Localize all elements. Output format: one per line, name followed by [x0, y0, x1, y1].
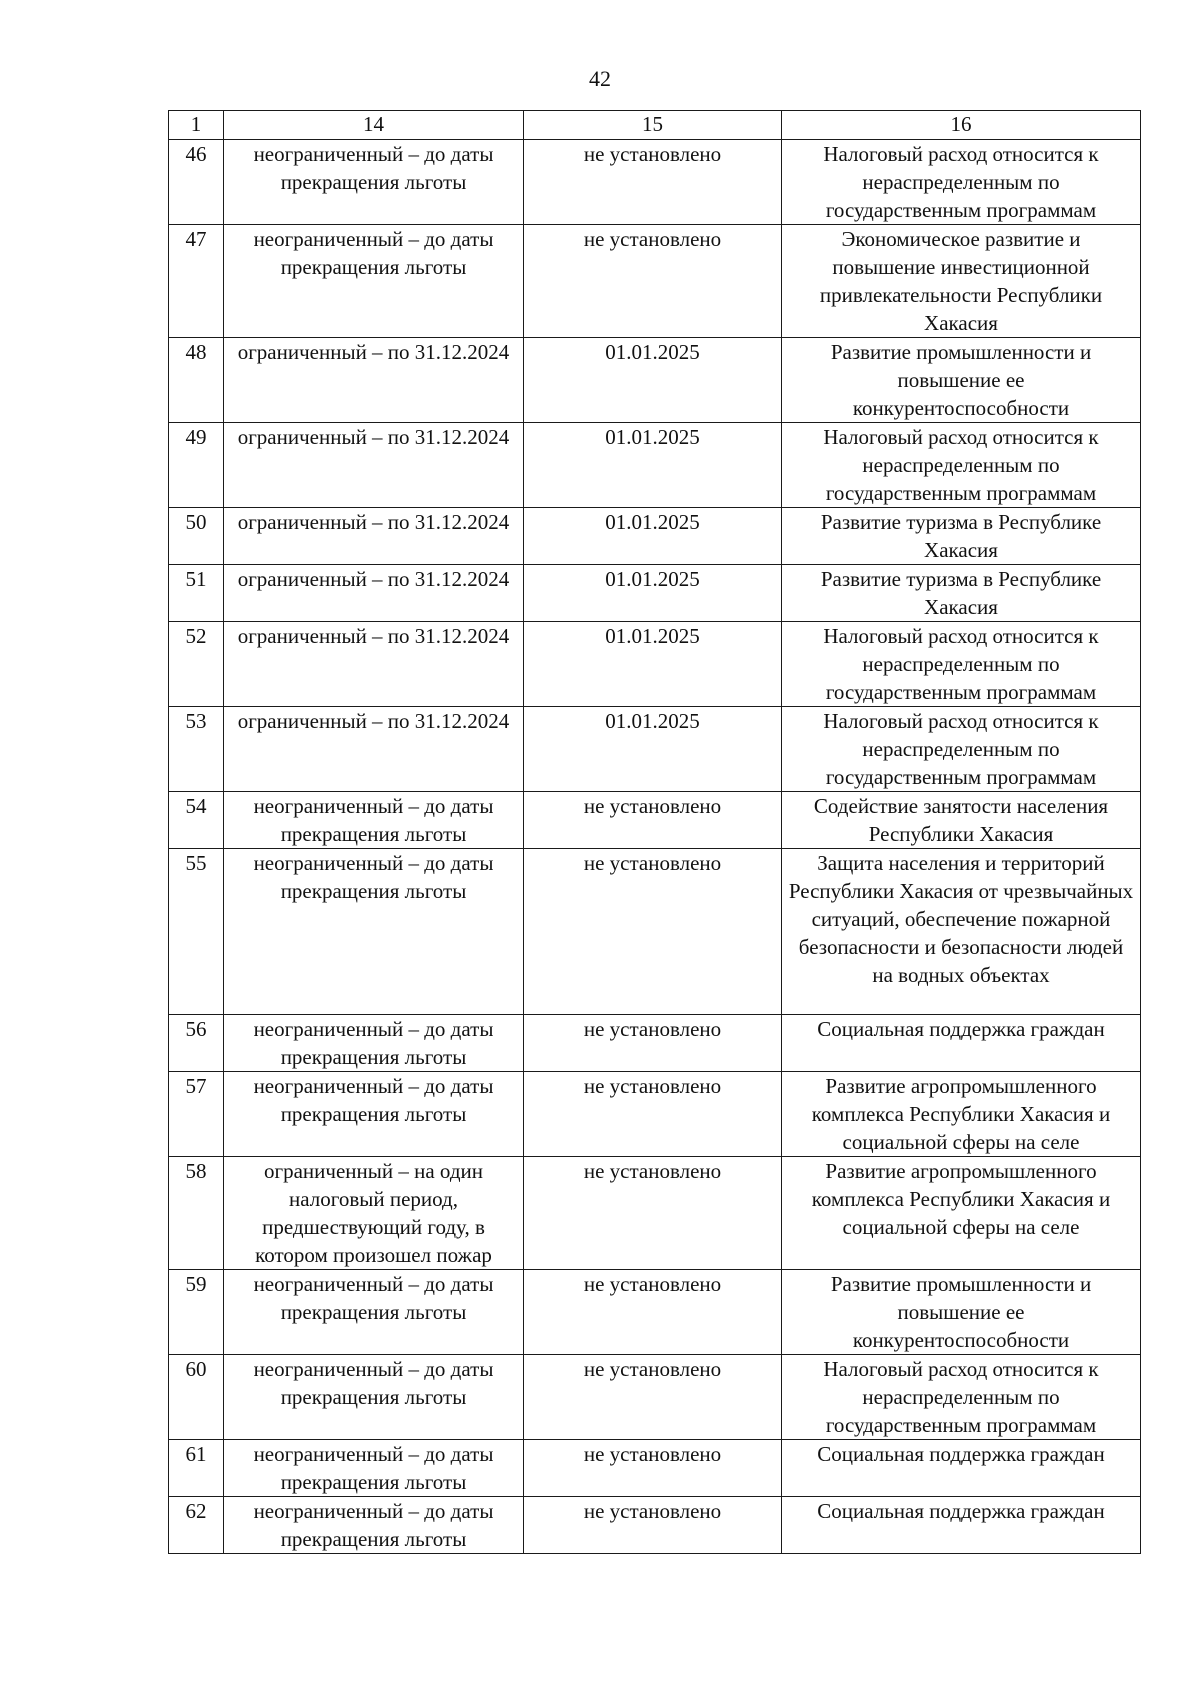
end-date-cell: не установлено — [524, 1072, 782, 1157]
duration-cell: неограниченный – до даты прекращения льготы — [224, 1270, 524, 1355]
table-row — [169, 707, 1141, 792]
end-date-cell: не установлено — [524, 1355, 782, 1440]
duration-cell: ограниченный – по 31.12.2024 — [224, 508, 524, 565]
end-date-cell: не установлено — [524, 1157, 782, 1270]
row-number-cell: 55 — [169, 849, 224, 1015]
row-number-cell: 49 — [169, 423, 224, 508]
table-row — [169, 1270, 1141, 1355]
table-row — [169, 140, 1141, 225]
program-cell: Социальная поддержка граждан — [782, 1497, 1141, 1554]
program-cell: Налоговый расход относится к нераспределенным по государственным программам — [782, 707, 1141, 792]
header-col-16: 16 — [782, 111, 1141, 140]
row-number-cell: 46 — [169, 140, 224, 225]
table-row — [169, 225, 1141, 338]
duration-cell: неограниченный – до даты прекращения льготы — [224, 1497, 524, 1554]
duration-cell: неограниченный – до даты прекращения льготы — [224, 140, 524, 225]
table-row — [169, 1355, 1141, 1440]
end-date-cell: 01.01.2025 — [524, 423, 782, 508]
program-cell: Налоговый расход относится к нераспределенным по государственным программам — [782, 140, 1141, 225]
row-number-cell: 51 — [169, 565, 224, 622]
program-cell: Развитие промышленности и повышение ее конкурентоспособности — [782, 1270, 1141, 1355]
end-date-cell: не установлено — [524, 792, 782, 849]
program-cell: Налоговый расход относится к нераспределенным по государственным программам — [782, 622, 1141, 707]
end-date-cell: не установлено — [524, 1497, 782, 1554]
program-cell: Защита населения и территорий Республики Хакасия от чрезвычайных ситуаций, обеспечение пожарной безопасности и безопасности людей на водных объектах — [782, 849, 1141, 1015]
program-cell: Развитие туризма в Республике Хакасия — [782, 565, 1141, 622]
row-number-cell: 48 — [169, 338, 224, 423]
duration-cell: неограниченный – до даты прекращения льготы — [224, 225, 524, 338]
program-cell: Развитие агропромышленного комплекса Республики Хакасия и социальной сферы на селе — [782, 1072, 1141, 1157]
duration-cell: ограниченный – по 31.12.2024 — [224, 565, 524, 622]
table-row — [169, 1015, 1141, 1072]
page-number: 42 — [589, 66, 611, 91]
table-row — [169, 423, 1141, 508]
table-row — [169, 1440, 1141, 1497]
program-cell: Развитие туризма в Республике Хакасия — [782, 508, 1141, 565]
table-row — [169, 565, 1141, 622]
end-date-cell: не установлено — [524, 140, 782, 225]
tax-expenditure-table — [168, 110, 1141, 1554]
end-date-cell: 01.01.2025 — [524, 508, 782, 565]
program-cell: Социальная поддержка граждан — [782, 1440, 1141, 1497]
program-cell: Содействие занятости населения Республики Хакасия — [782, 792, 1141, 849]
table-row — [169, 622, 1141, 707]
program-cell: Экономическое развитие и повышение инвестиционной привлекательности Республики Хакасия — [782, 225, 1141, 338]
row-number-cell: 50 — [169, 508, 224, 565]
row-number-cell: 61 — [169, 1440, 224, 1497]
header-col-14: 14 — [224, 111, 524, 140]
end-date-cell: не установлено — [524, 1015, 782, 1072]
end-date-cell: 01.01.2025 — [524, 622, 782, 707]
duration-cell: ограниченный – по 31.12.2024 — [224, 423, 524, 508]
duration-cell: неограниченный – до даты прекращения льготы — [224, 1072, 524, 1157]
program-cell: Социальная поддержка граждан — [782, 1015, 1141, 1072]
row-number-cell: 56 — [169, 1015, 224, 1072]
duration-cell: неограниченный – до даты прекращения льготы — [224, 1015, 524, 1072]
header-col-15: 15 — [524, 111, 782, 140]
program-cell: Развитие агропромышленного комплекса Республики Хакасия и социальной сферы на селе — [782, 1157, 1141, 1270]
end-date-cell: не установлено — [524, 849, 782, 1015]
program-cell: Развитие промышленности и повышение ее конкурентоспособности — [782, 338, 1141, 423]
table-row — [169, 792, 1141, 849]
row-number-cell: 47 — [169, 225, 224, 338]
row-number-cell: 57 — [169, 1072, 224, 1157]
duration-cell: ограниченный – по 31.12.2024 — [224, 707, 524, 792]
row-number-cell: 54 — [169, 792, 224, 849]
table-row — [169, 338, 1141, 423]
row-number-cell: 60 — [169, 1355, 224, 1440]
duration-cell: ограниченный – по 31.12.2024 — [224, 338, 524, 423]
table-row — [169, 1072, 1141, 1157]
end-date-cell: не установлено — [524, 1270, 782, 1355]
duration-cell: ограниченный – по 31.12.2024 — [224, 622, 524, 707]
end-date-cell: не установлено — [524, 225, 782, 338]
end-date-cell: 01.01.2025 — [524, 707, 782, 792]
duration-cell: неограниченный – до даты прекращения льготы — [224, 1355, 524, 1440]
duration-cell: неограниченный – до даты прекращения льготы — [224, 792, 524, 849]
duration-cell: ограниченный – на один налоговый период, предшествующий году, в котором произошел пожар — [224, 1157, 524, 1270]
table-row — [169, 1157, 1141, 1270]
header-col-1: 1 — [169, 111, 224, 140]
program-cell: Налоговый расход относится к нераспределенным по государственным программам — [782, 1355, 1141, 1440]
row-number-cell: 53 — [169, 707, 224, 792]
duration-cell: неограниченный – до даты прекращения льготы — [224, 1440, 524, 1497]
row-number-cell: 58 — [169, 1157, 224, 1270]
row-number-cell: 62 — [169, 1497, 224, 1554]
end-date-cell: 01.01.2025 — [524, 565, 782, 622]
row-number-cell: 59 — [169, 1270, 224, 1355]
end-date-cell: не установлено — [524, 1440, 782, 1497]
duration-cell: неограниченный – до даты прекращения льготы — [224, 849, 524, 1015]
table-row — [169, 1497, 1141, 1554]
table-header-row — [169, 111, 1141, 140]
table-row — [169, 849, 1141, 1015]
table-row — [169, 508, 1141, 565]
row-number-cell: 52 — [169, 622, 224, 707]
end-date-cell: 01.01.2025 — [524, 338, 782, 423]
table-body — [169, 140, 1141, 1554]
program-cell: Налоговый расход относится к нераспределенным по государственным программам — [782, 423, 1141, 508]
